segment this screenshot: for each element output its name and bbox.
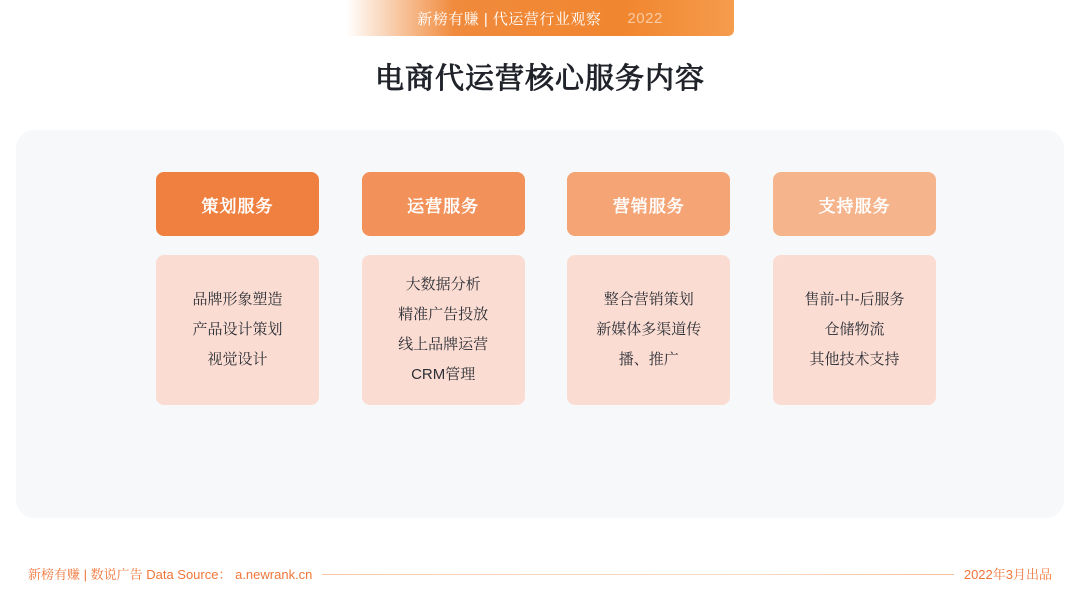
footer bbox=[0, 554, 1080, 608]
list-item: 其他技术支持 bbox=[809, 351, 900, 368]
column-body bbox=[773, 255, 936, 405]
column-body bbox=[156, 255, 319, 405]
content-panel bbox=[16, 130, 1064, 518]
service-column bbox=[156, 172, 319, 405]
top-ribbon bbox=[346, 0, 734, 36]
list-item: 新媒体多渠道传 bbox=[596, 321, 702, 338]
service-column bbox=[362, 172, 525, 405]
service-column bbox=[773, 172, 936, 405]
list-item: 售前-中-后服务 bbox=[804, 291, 905, 308]
ribbon-title: 新榜有赚 | 代运营行业观察 bbox=[417, 10, 602, 28]
column-body bbox=[362, 255, 525, 405]
list-item: 产品设计策划 bbox=[192, 321, 283, 338]
service-column bbox=[567, 172, 730, 405]
column-header: 支持服务 bbox=[773, 172, 936, 236]
column-body bbox=[567, 255, 730, 405]
list-item: 品牌形象塑造 bbox=[192, 291, 283, 308]
list-item: 视觉设计 bbox=[207, 351, 268, 368]
list-item: 大数据分析 bbox=[405, 276, 481, 293]
page-title: 电商代运营核心服务内容 bbox=[374, 63, 705, 95]
list-item: 线上品牌运营 bbox=[398, 336, 489, 353]
column-header: 营销服务 bbox=[567, 172, 730, 236]
ribbon-year: 2022 bbox=[627, 9, 663, 27]
service-columns bbox=[156, 172, 936, 405]
list-item: 整合营销策划 bbox=[603, 291, 694, 308]
list-item: 精准广告投放 bbox=[398, 306, 489, 323]
list-item: CRM管理 bbox=[411, 366, 476, 383]
list-item: 播、推广 bbox=[618, 351, 679, 368]
column-header: 策划服务 bbox=[156, 172, 319, 236]
list-item: 仓储物流 bbox=[824, 321, 885, 338]
footer-source: 新榜有赚 | 数说广告 Data Source： a.newrank.cn bbox=[28, 564, 322, 583]
column-header: 运营服务 bbox=[362, 172, 525, 236]
footer-date: 2022年3月出品 bbox=[954, 564, 1052, 583]
